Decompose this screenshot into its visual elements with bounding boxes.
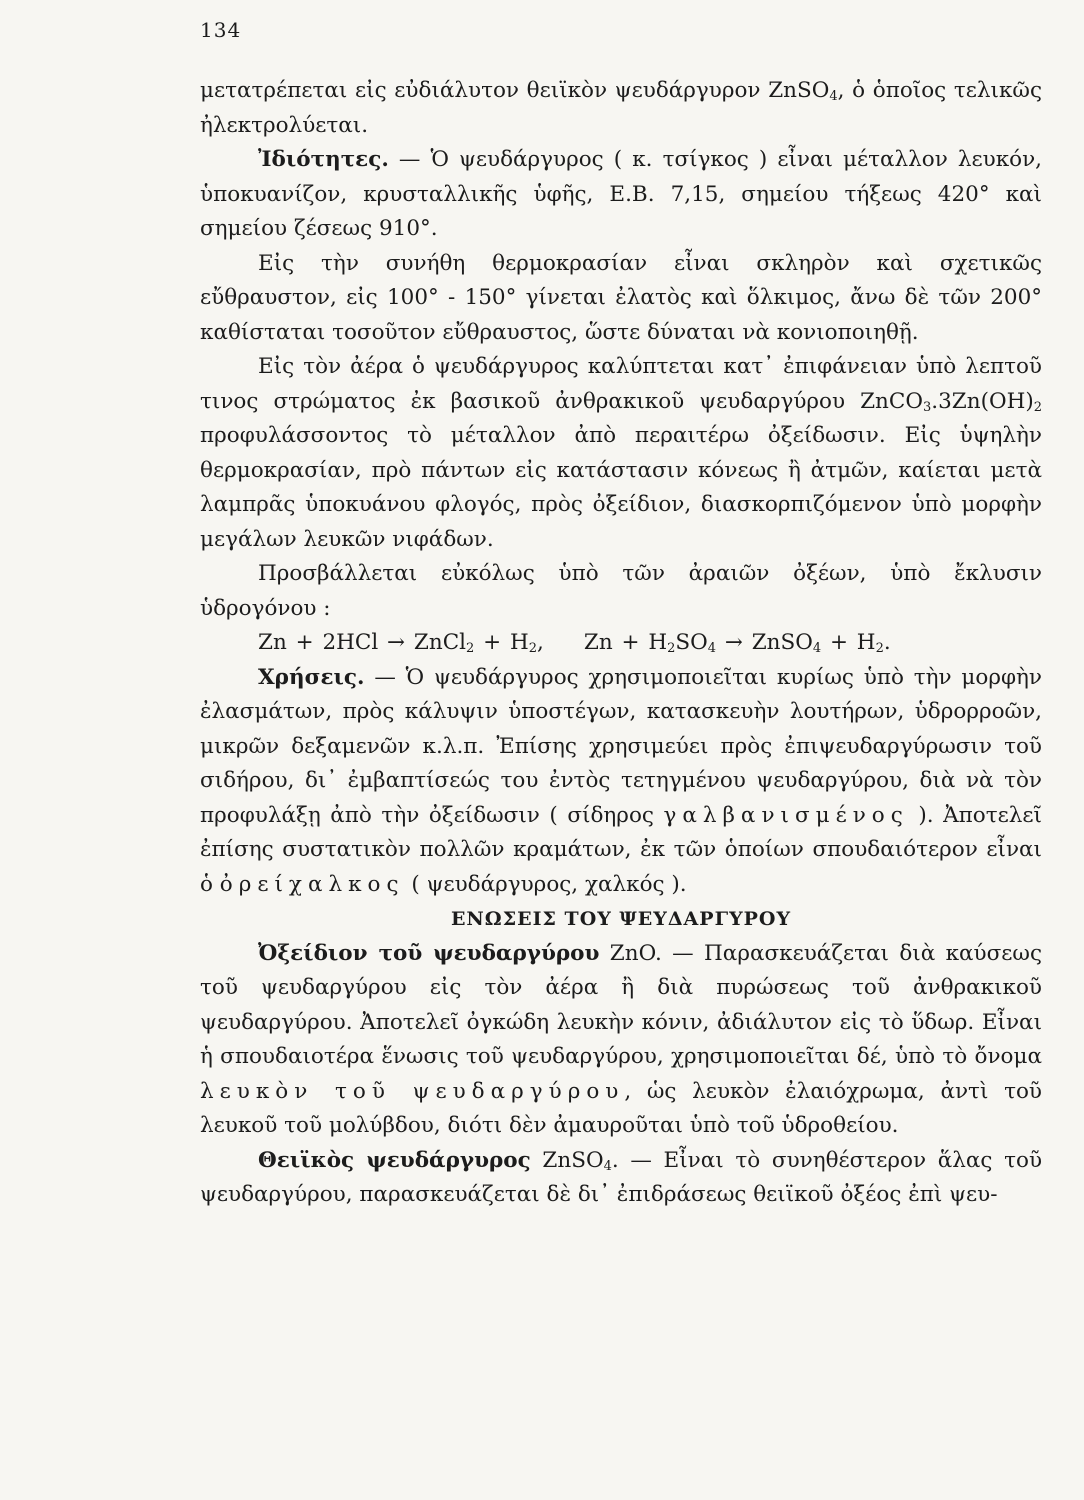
paragraph-zinc-oxide: Ὀξείδιον τοῦ ψευδαργύρου ZnO. — Παρασκευάζεται διὰ καύσεως τοῦ ψευδαργύρου εἰς τὸν ἀέρα ἢ διὰ πυρώσεως τοῦ ἀνθρακικοῦ ψευδαργύρου. Ἀποτελεῖ ὀγκώδη λευκὴν κόνιν, ἀδιάλυτον εἰς τὸ ὕδωρ. Εἶναι ἡ σπουδαιοτέρα ἕνωσις τοῦ ψευδαργύρου, χρησιμοποιεῖται δέ, ὑπὸ τὸ ὄνομα λευκὸν τοῦ ψευδαργύρου, ὡς λευκὸν ἐλαιόχρωμα, ἀντὶ τοῦ λευκοῦ τοῦ μολύβδου, διότι δὲν ἀμαυροῦται ὑπὸ τοῦ ὑδροθείου. <box>200 940 1043 1138</box>
paragraph-temperature: Εἰς τὴν συνήθη θερμοκρασίαν εἶναι σκληρὸν καὶ σχετικῶς εὔθραυστον, εἰς 100° - 150° γίνεται ἐλατὸς καὶ ὅλκιμος, ἄνω δὲ τῶν 200° καθίσταται τοσοῦτον εὔθραυστος, ὥστε δύναται νὰ κονιοποιηθῇ. <box>200 250 1042 345</box>
body-text <box>200 74 1042 1213</box>
section-heading: ΕΝΩΣΕΙΣ ΤΟΥ ΨΕΥΔΑΡΓΥΡΟΥ <box>450 908 792 930</box>
paragraph-properties: Ἰδιότητες. — Ὁ ψευδάργυρος ( κ. τσίγκος ) εἶναι μέταλλον λευκόν, ὑποκυανίζον, κρυσταλλικῆς ὑφῆς, Ε.Β. 7,15, σημείου τήξεως 420° καὶ σημείου ζέσεως 910°. <box>200 147 1042 241</box>
paragraph-zinc-sulfate: Θειϊκὸς ψευδάργυρος ZnSO$_4$. — Εἶναι τὸ συνηθέστερον ἅλας τοῦ ψευδαργύρου, παρασκευάζεται δὲ δι᾽ ἐπιδράσεως θειϊκοῦ ὀξέος ἐπὶ ψευ- <box>200 1147 1043 1207</box>
paragraph-uses: Χρήσεις. — Ὁ ψευδάργυρος χρησιμοποιεῖται κυρίως ὑπὸ τὴν μορφὴν ἐλασμάτων, πρὸς κάλυψιν ὑποστέγων, κατασκευὴν λουτήρων, ὑδρορροῶν, μικρῶν δεξαμενῶν κ.λ.π. Ἐπίσης χρησιμεύει πρὸς ἐπιψευδαργύρωσιν τοῦ σιδήρου, δι᾽ ἐμβαπτίσεώς του ἐντὸς τετηγμένου ψευδαργύρου, διὰ νὰ τὸν προφυλάξῃ ἀπὸ τὴν ὀξείδωσιν ( σίδηρος γαλβανισμένος ). Ἀποτελεῖ ἐπίσης συστατικὸν πολλῶν κραμάτων, ἐκ τῶν ὁποίων σπουδαιότερον εἶναι ὁ ὀρείχαλκος ( ψευδάργυρος, χαλκός ). <box>200 664 1042 897</box>
heading-zinc-oxide: Ὀξείδιον τοῦ ψευδαργύρου <box>258 940 600 966</box>
heading-properties: Ἰδιότητες. <box>258 147 389 172</box>
heading-zinc-sulfate: Θειϊκὸς ψευδάργυρος <box>258 1147 531 1173</box>
paragraph-air: Εἰς τὸν ἀέρα ὁ ψευδάργυρος καλύπτεται κατ᾽ ἐπιφάνειαν ὑπὸ λεπτοῦ τινος στρώματος ἐκ βασικοῦ ἀνθρακικοῦ ψευδαργύρου $ZnCO_3.3Zn(OH)_2$ προφυλάσσοντος τὸ μέταλλον ἀπὸ περαιτέρω ὀξείδωσιν. Εἰς ὑψηλὴν θερμοκρασίαν, πρὸ πάντων εἰς κατάστασιν κόνεως ἢ ἀτμῶν, καίεται μετὰ λαμπρᾶς ὑποκυάνου φλογός, πρὸς ὀξείδιον, διασκορπιζόμενον ὑπὸ μορφὴν μεγάλων λευκῶν νιφάδων. <box>200 354 1042 552</box>
heading-uses: Χρήσεις. <box>258 664 365 690</box>
page-number: 134 <box>200 18 242 42</box>
paragraph-acids: Προσβάλλεται εὐκόλως ὑπὸ τῶν ἀραιῶν ὀξέων, ὑπὸ ἔκλυσιν ὑδρογόνου : <box>200 561 1042 621</box>
chemical-equations: Zn + 2HCl → ZnCl$_2$ + $H_2$, $Zn + H_2SO_4$ → ZnSO$_4$ + $H_2$. <box>258 630 891 656</box>
paragraph-1: μετατρέπεται εἰς εὐδιάλυτον θειϊκὸν ψευδάργυρον ZnSO$_4$, ὁ ὁποῖος τελικῶς ἠλεκτρολύεται. <box>200 78 1042 138</box>
